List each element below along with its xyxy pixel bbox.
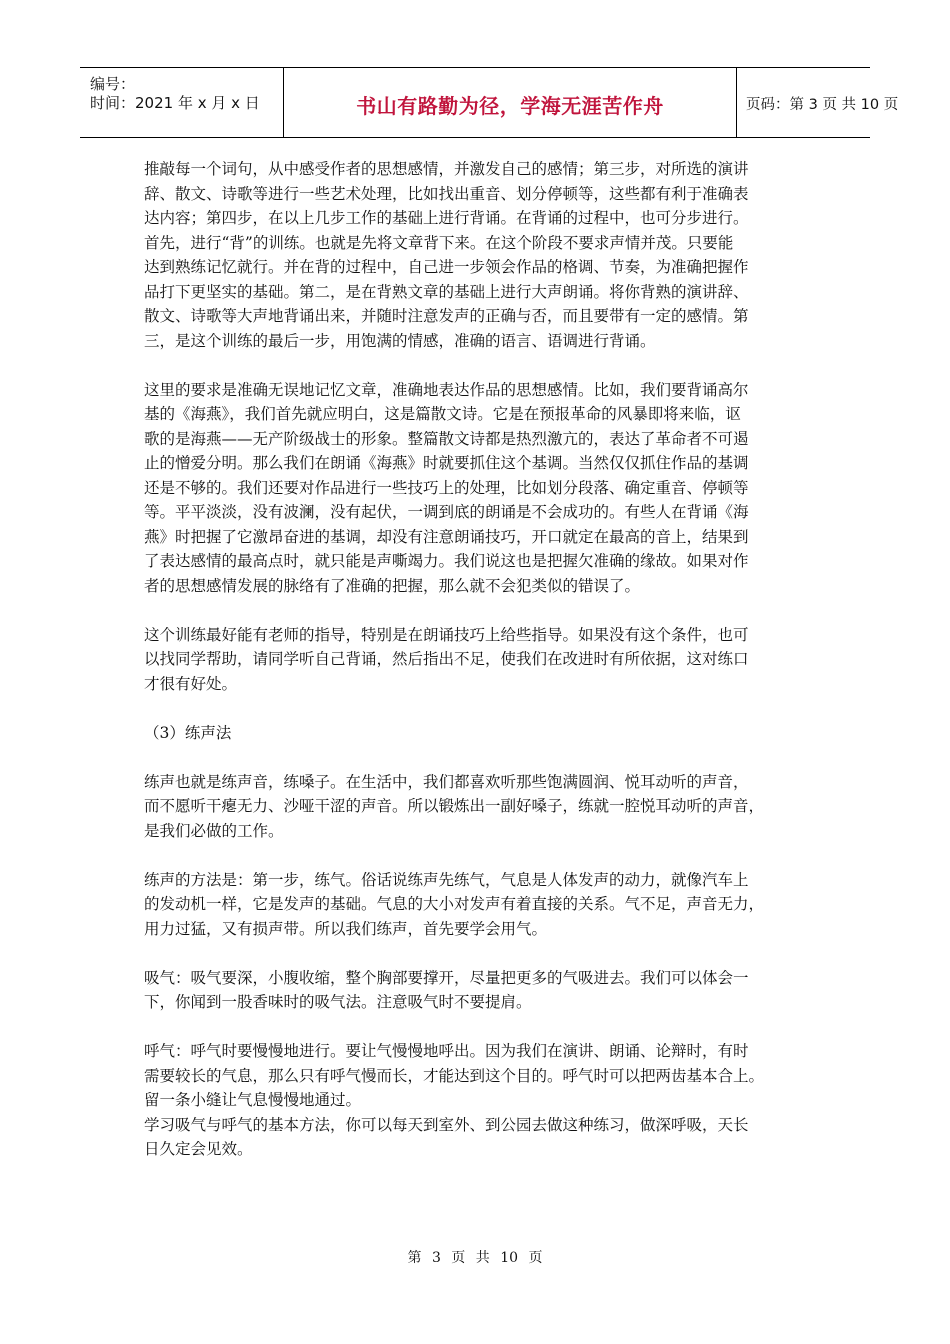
text-line: 才很有好处。 — [144, 674, 238, 693]
text-line: 品打下更坚实的基础。第二，是在背熟文章的基础上进行大声朗诵。将你背熟的演讲辞、 — [144, 282, 749, 301]
text-line: 了表达感情的最高点时，就只能是声嘶竭力。我们说这也是把握欠准确的缘故。如果对作 — [144, 552, 749, 570]
paragraph-inhale — [144, 966, 804, 1015]
text-line: 吸气：吸气要深，小腹收缩，整个胸部要撑开，尽量把更多的气吸进去。我们可以体会一 — [144, 968, 749, 987]
document-number-label: 编号： — [90, 75, 136, 93]
text-line: 散文、诗歌等大声地背诵出来，并随时注意发声的正确与否，而且要带有一定的感情。第 — [144, 307, 749, 325]
text-line: 留一条小缝让气息慢慢地通过。 — [144, 1091, 362, 1109]
text-line: 是我们必做的工作。 — [144, 821, 284, 840]
text-line: 达到熟练记忆就行。并在背的过程中，自己进一步领会作品的格调、节奏，为准确把握作 — [144, 258, 749, 276]
text-line: 者的思想感情发展的脉络有了准确的把握，那么就不会犯类似的错误了。 — [144, 576, 641, 595]
text-line: 用力过猛，又有损声带。所以我们练声，首先要学会用气。 — [144, 919, 548, 938]
text-line: 这里的要求是准确无误地记忆文章，准确地表达作品的思想感情。比如，我们要背诵高尔 — [144, 380, 749, 399]
text-line: 下，你闻到一股香味时的吸气法。注意吸气时不要提肩。 — [144, 993, 532, 1011]
text-line: 三，是这个训练的最后一步，用饱满的情感，准确的语言、语调进行背诵。 — [144, 331, 656, 350]
paragraph-haiyan-example — [144, 378, 804, 599]
text-line: 练声的方法是：第一步，练气。俗话说练声先练气，气息是人体发声的动力，就像汽车上 — [144, 870, 749, 889]
document-body — [144, 157, 804, 1162]
text-line: 基的《海燕》，我们首先就应明白，这是篇散文诗。它是在预报革命的风暴即将来临，讴 — [144, 405, 741, 423]
text-line: 练声也就是练声音，练嗓子。在生活中，我们都喜欢听那些饱满圆润、悦耳动听的声音， — [144, 772, 749, 791]
text-line: 以找同学帮助，请同学听自己背诵，然后指出不足，使我们在改进时有所依据，这对练口 — [144, 650, 749, 668]
header-meta-cell — [80, 68, 282, 137]
header-page-cell — [736, 68, 899, 137]
text-line: 等。平平淡淡，没有波澜，没有起伏，一调到底的朗诵是不会成功的。有些人在背诵《海 — [144, 503, 749, 521]
document-date-label: 时间：2021 年 x 月 x 日 — [90, 94, 260, 112]
section-heading: （3）练声法 — [144, 723, 232, 742]
paragraph-teacher-guidance — [144, 623, 804, 697]
header-motto: 书山有路勤为径，学海无涯苦作舟 — [356, 94, 664, 118]
text-line: 还是不够的。我们还要对作品进行一些技巧上的处理，比如划分段落、确定重音、停顿等 — [144, 478, 749, 497]
text-line: 这个训练最好能有老师的指导，特别是在朗诵技巧上给些指导。如果没有这个条件，也可 — [144, 625, 749, 644]
text-line: 日久定会见效。 — [144, 1140, 253, 1158]
page-header — [80, 67, 899, 138]
paragraph-recitation-steps — [144, 157, 804, 353]
text-line: 呼气：呼气时要慢慢地进行。要让气慢慢地呼出。因为我们在演讲、朗诵、论辩时，有时 — [144, 1042, 749, 1060]
text-line: 止的憎爱分明。那么我们在朗诵《海燕》时就要抓住这个基调。当然仅仅抓住作品的基调 — [144, 454, 749, 472]
text-line: 的发动机一样，它是发声的基础。气息的大小对发声有着直接的关系。气不足，声音无力， — [144, 895, 765, 913]
text-line: 推敲每一个词句，从中感受作者的思想感情，并激发自己的感情；第三步，对所选的演讲 — [144, 160, 749, 178]
paragraph-exhale — [144, 1039, 804, 1162]
text-line: 达内容；第四步，在以上几步工作的基础上进行背诵。在背诵的过程中，也可分步进行。 — [144, 209, 749, 227]
text-line: 歌的是海燕——无产阶级战士的形象。整篇散文诗都是热烈激亢的，表达了革命者不可遏 — [144, 429, 749, 448]
paragraph-voice-practice — [144, 770, 804, 844]
header-motto-cell — [283, 68, 737, 137]
text-line: 燕》时把握了它激昂奋进的基调，却没有注意朗诵技巧，开口就定在最高的音上，结果到 — [144, 527, 749, 546]
text-line: 学习吸气与呼气的基本方法，你可以每天到室外、到公园去做这种练习，做深呼吸，天长 — [144, 1115, 749, 1134]
header-page-number: 页码：第 3 页 共 10 页 — [746, 97, 899, 113]
text-line: 而不愿听干瘪无力、沙哑干涩的声音。所以锻炼出一副好嗓子，练就一腔悦耳动听的声音， — [144, 797, 765, 815]
paragraph-breathing-method — [144, 868, 804, 942]
text-line: 需要较长的气息，那么只有呼气慢而长，才能达到这个目的。呼气时可以把两齿基本合上。 — [144, 1066, 765, 1085]
text-line: 辞、散文、诗歌等进行一些艺术处理，比如找出重音、划分停顿等，这些都有利于准确表 — [144, 184, 749, 203]
text-line: 首先，进行“背”的训练。也就是先将文章背下来。在这个阶段不要求声情并茂。只要能 — [144, 233, 734, 252]
page-footer: 第 3 页 共 10 页 — [407, 1250, 543, 1266]
